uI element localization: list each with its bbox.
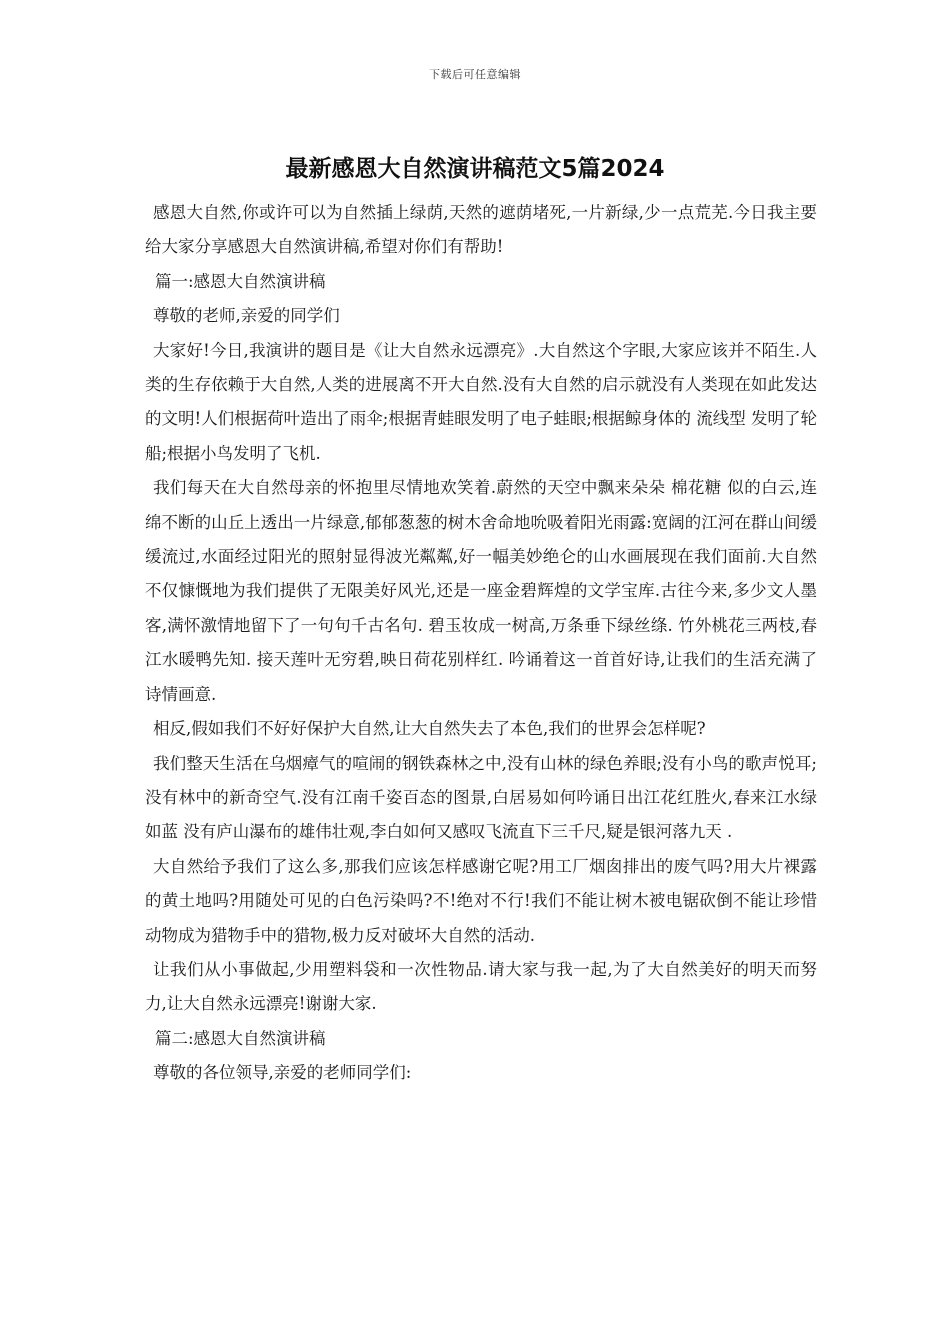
paragraph: 我们每天在大自然母亲的怀抱里尽情地欢笑着.蔚然的天空中飘来朵朵 棉花糖 似的白云,连绵不断的山丘上透出一片绿意,郁郁葱葱的树木舍命地吮吸着阳光雨露:宽阔的江河在群山间缓缓流过,水面经过阳光的照射显得波光粼粼,好一幅美妙绝仑的山水画展现在我们面前.大自然不仅慷慨地为我们提供了无限美好风光,还是一座金碧辉煌的文学宝库.古往今来,多少文人墨客,满怀激情地留下了一句句千古名句. 碧玉妆成一树高,万条垂下绿丝绦. 竹外桃花三两枝,春江水暖鸭先知. 接天莲叶无穷碧,映日荷花别样红. 吟诵着这一首首好诗,让我们的生活充满了诗情画意. bbox=[145, 478, 817, 704]
paragraph: 相反,假如我们不好好保护大自然,让大自然失去了本色,我们的世界会怎样呢? bbox=[153, 719, 706, 739]
paragraph: 让我们从小事做起,少用塑料袋和一次性物品.请大家与我一起,为了大自然美好的明天而努力,让大自然永远漂亮!谢谢大家. bbox=[145, 959, 817, 1014]
header-note: 下载后可任意编辑 bbox=[429, 68, 521, 81]
paragraph-greeting-1: 尊敬的老师,亲爱的同学们 bbox=[153, 306, 340, 326]
paragraph: 大自然给予我们了这么多,那我们应该怎样感谢它呢?用工厂烟囱排出的废气吗?用大片裸露的黄土地吗?用随处可见的白色污染吗?不!绝对不行!我们不能让树木被电锯砍倒不能让珍惜动物成为猎物手中的猎物,极力反对破坏大自然的活动. bbox=[145, 856, 817, 945]
paragraph: 大家好!今日,我演讲的题目是《让大自然永远漂亮》.大自然这个字眼,大家应该并不陌生.人类的生存依赖于大自然,人类的进展离不开大自然.没有大自然的启示就没有人类现在如此发达的文明!人们根据荷叶造出了雨伞;根据青蛙眼发明了电子蛙眼;根据鲸身体的 流线型 发明了轮船;根据小鸟发明了飞机. bbox=[145, 340, 817, 463]
paragraph: 我们整天生活在乌烟瘴气的喧闹的钢铁森林之中,没有山林的绿色养眼;没有小鸟的歌声悦耳;没有林中的新奇空气.没有江南千姿百态的图景,白居易如何吟诵日出江花红胜火,春来江水绿如蓝 没有庐山瀑布的雄伟壮观,李白如何又感叹飞流直下三千尺,疑是银河落九天 . bbox=[145, 753, 817, 842]
paragraph-intro: 感恩大自然,你或许可以为自然插上绿荫,天然的遮荫堵死,一片新绿,少一点荒芜.今日我主要给大家分享感恩大自然演讲稿,希望对你们有帮助! bbox=[145, 203, 817, 257]
paragraph-greeting-2: 尊敬的各位领导,亲爱的老师同学们: bbox=[153, 1063, 412, 1083]
document-body bbox=[145, 196, 817, 1091]
section-heading-2: 篇二:感恩大自然演讲稿 bbox=[155, 1028, 326, 1048]
document-title: 最新感恩大自然演讲稿范文5篇2024 bbox=[285, 156, 665, 182]
section-heading-1: 篇一:感恩大自然演讲稿 bbox=[155, 271, 326, 291]
